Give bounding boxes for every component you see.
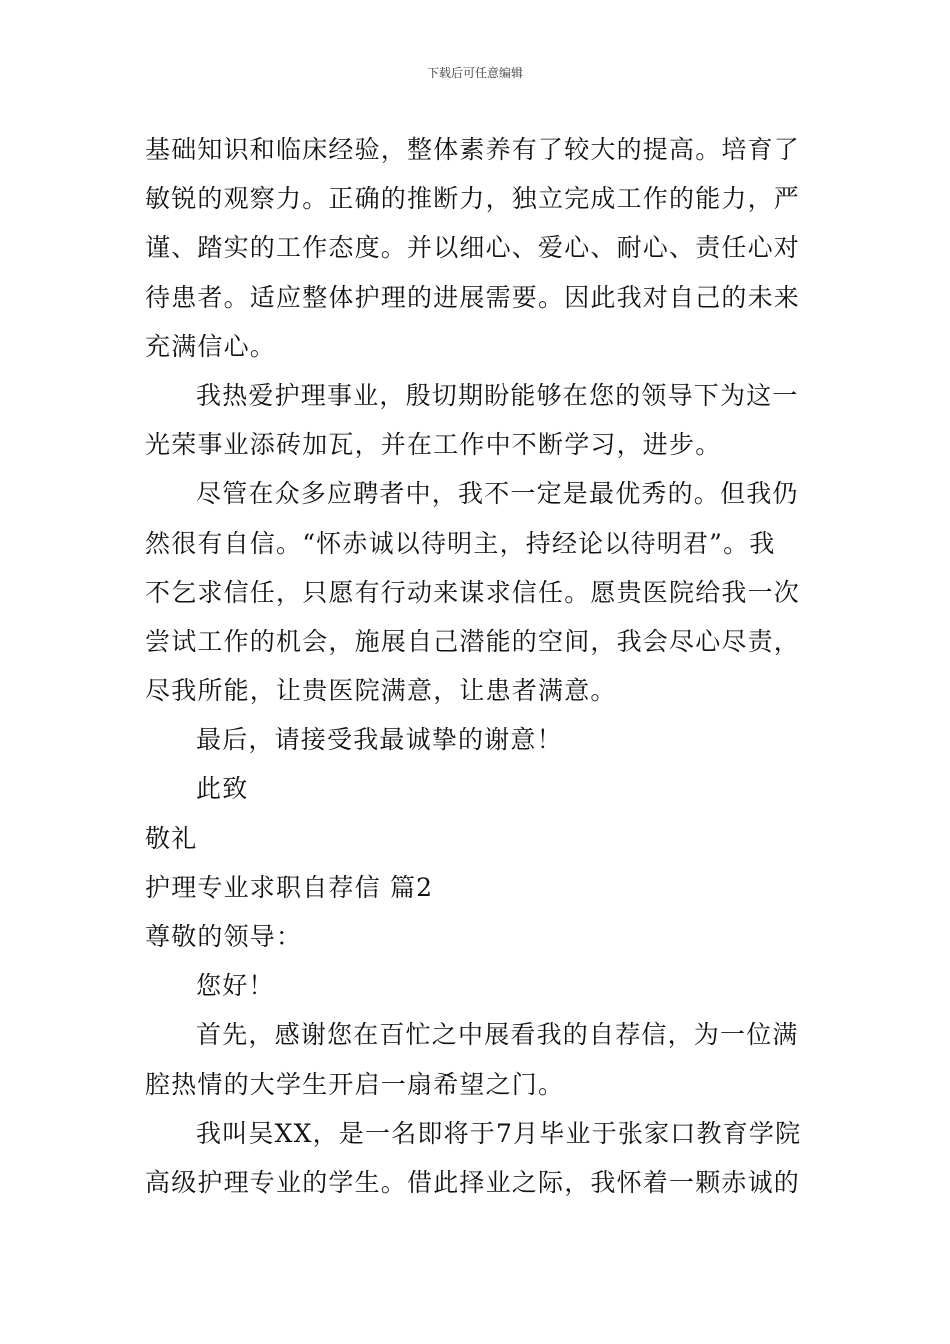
body-line: 高级护理专业的学生。借此择业之际，我怀着一颗赤诚的: [145, 1167, 801, 1197]
body-line: 光荣事业添砖加瓦，并在工作中不断学习，进步。: [145, 430, 722, 460]
body-line: 我叫吴XX，是一名即将于7月毕业于张家口教育学院: [196, 1118, 802, 1148]
body-line: 尝试工作的机会，施展自己潜能的空间，我会尽心尽责，: [145, 626, 801, 656]
body-line: 敏锐的观察力。正确的推断力，独立完成工作的能力，严: [145, 184, 801, 214]
body-line: 充满信心。: [145, 331, 277, 361]
document-body: [145, 125, 807, 1207]
body-line: 我热爱护理事业，殷切期盼能够在您的领导下为这一: [196, 380, 799, 410]
body-line: 尽管在众多应聘者中，我不一定是最优秀的。但我仍: [196, 479, 799, 509]
body-line: 待患者。适应整体护理的进展需要。因此我对自己的未来: [145, 282, 801, 312]
body-line: 最后，请接受我最诚挚的谢意！: [196, 725, 563, 755]
page-header: 下载后可任意编辑: [426, 66, 523, 80]
body-line: 然很有自信。“怀赤诚以待明主，持经论以待明君”。我: [145, 528, 776, 558]
body-line: 谨、踏实的工作态度。并以细心、爱心、耐心、责任心对: [145, 233, 801, 263]
body-line: 首先，感谢您在百忙之中展看我的自荐信，为一位满: [196, 1020, 799, 1050]
salutation-line: 敬礼: [145, 823, 198, 853]
body-line: 基础知识和临床经验，整体素养有了较大的提高。培育了: [145, 135, 801, 164]
body-line: 尽我所能，让贵医院满意，让患者满意。: [145, 676, 617, 706]
section-title: 护理专业求职自荐信 篇2: [145, 872, 434, 902]
body-line: 您好！: [196, 971, 275, 1001]
greeting-line: 尊敬的领导：: [145, 922, 303, 951]
closing-line: 此致: [196, 774, 249, 804]
body-line: 腔热情的大学生开启一扇希望之门。: [145, 1069, 565, 1099]
body-line: 不乞求信任，只愿有行动来谋求信任。愿贵医院给我一次: [145, 577, 801, 607]
